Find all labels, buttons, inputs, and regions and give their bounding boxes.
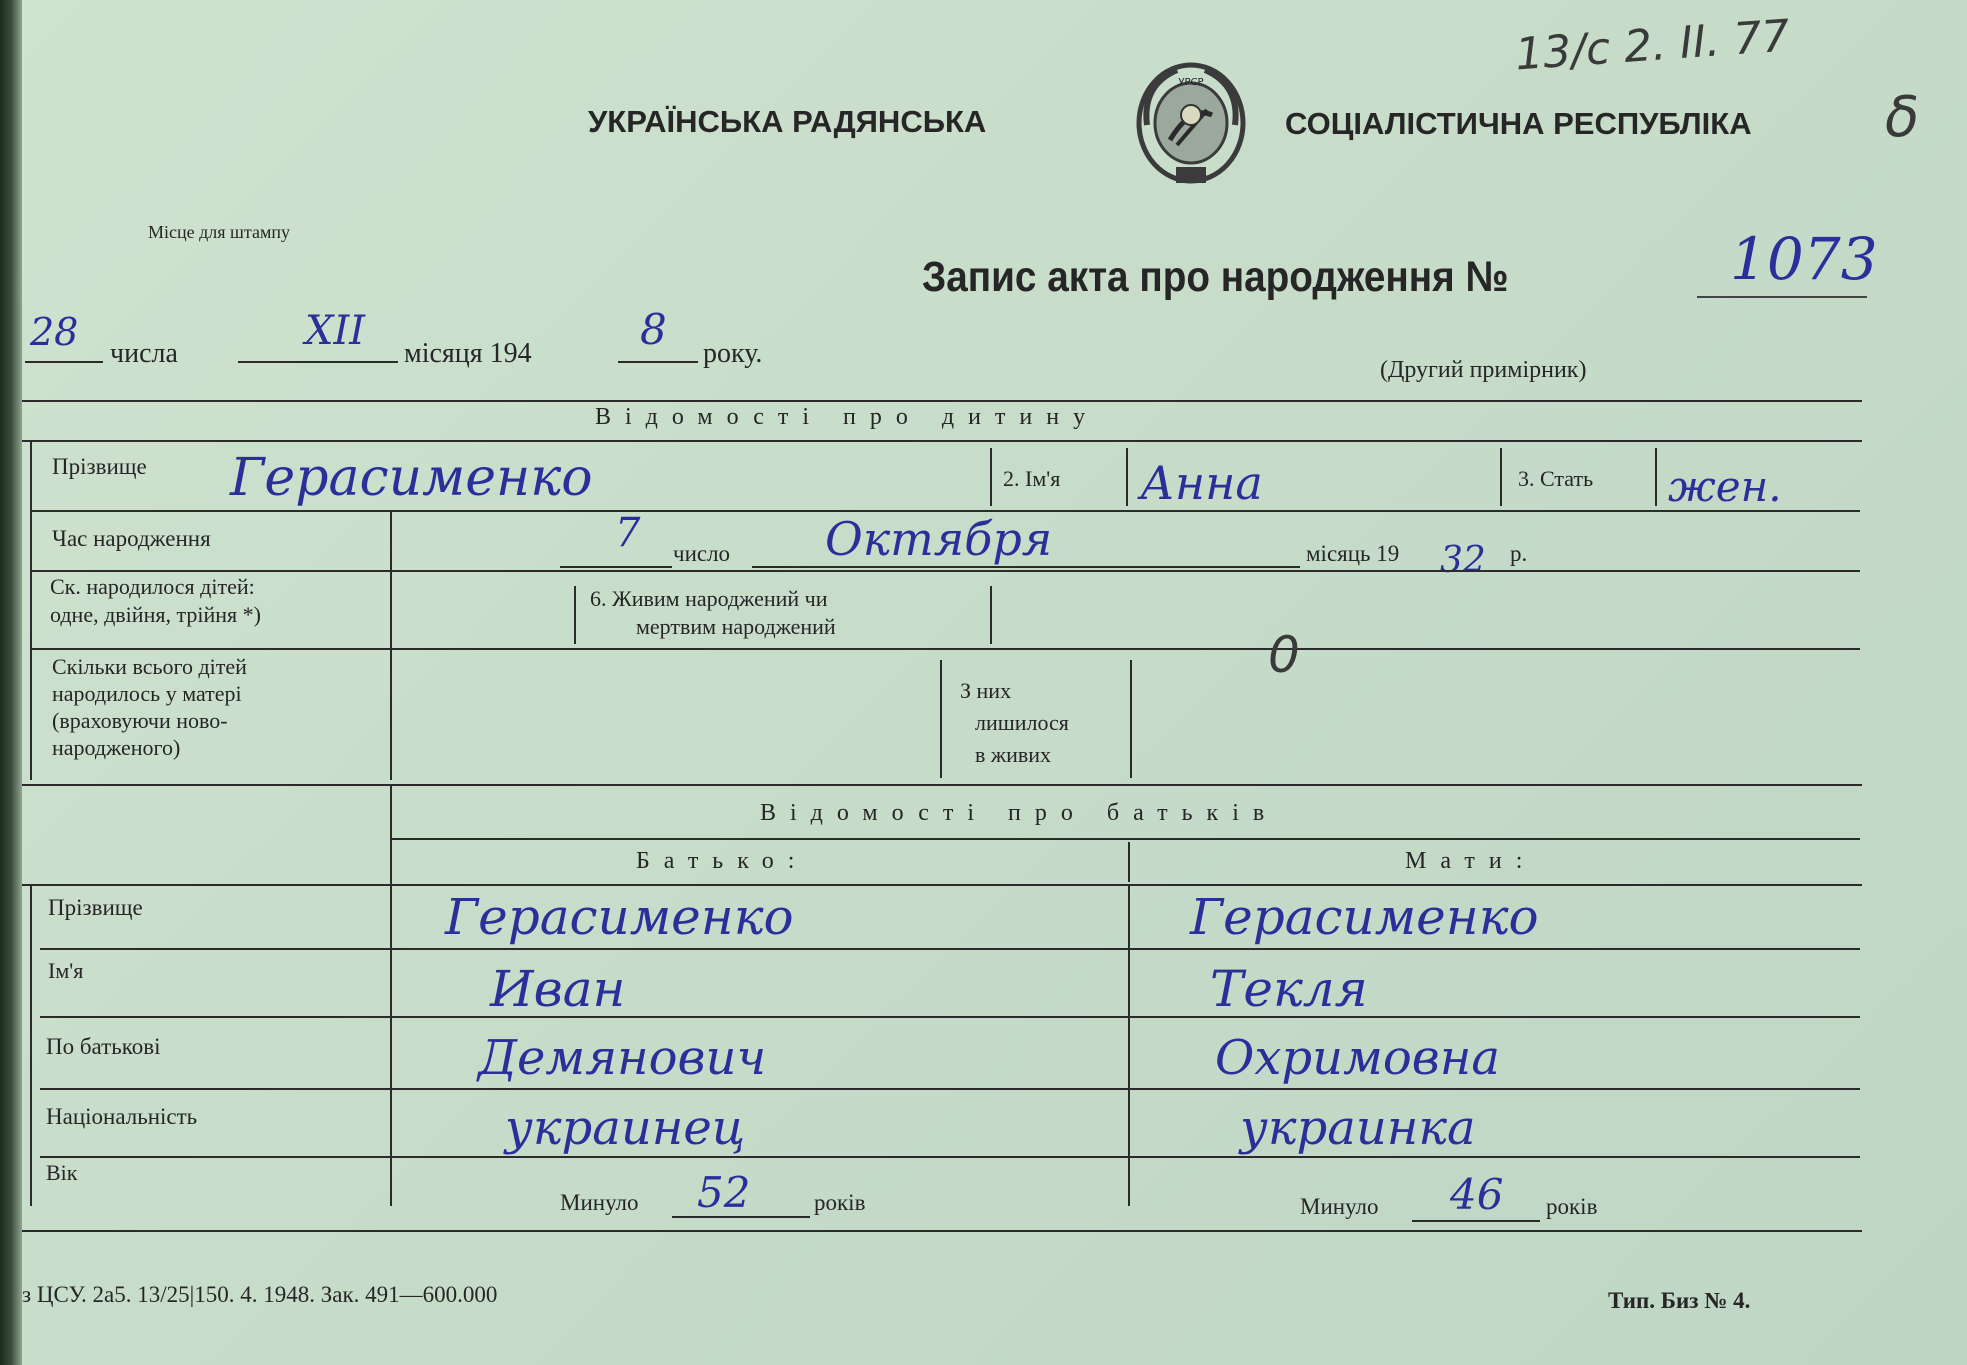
child-sex-value: жен. xyxy=(1668,462,1782,511)
alive-of-1: З них xyxy=(960,678,1012,703)
father-age-suffix: років xyxy=(814,1190,866,1215)
coat-of-arms-emblem xyxy=(1132,55,1250,187)
mother-patronymic: Охримовна xyxy=(1215,1030,1500,1086)
alive-of-3: в живих xyxy=(975,742,1052,767)
book-binding xyxy=(0,0,22,1365)
parent-nationality-label: Національність xyxy=(46,1104,198,1129)
child-name-value: Анна xyxy=(1140,456,1263,510)
total-label-2: народилось у матері xyxy=(52,681,242,706)
total-label-4: народженого) xyxy=(52,735,181,760)
father-surname: Герасименко xyxy=(445,888,794,946)
alive-label-1: 6. Живим народжений чи xyxy=(590,586,828,611)
child-section-title: Відомості про дитину xyxy=(595,404,1100,430)
alive-label-2: мертвим народжений xyxy=(636,614,836,639)
mother-age-suffix: років xyxy=(1546,1194,1598,1219)
date-day-label: числа xyxy=(110,338,178,369)
father-header: Батько: xyxy=(636,848,809,874)
date-day: 28 xyxy=(30,310,79,354)
footer-right: Тип. Биз № 4. xyxy=(1608,1288,1751,1313)
birth-day: 7 xyxy=(615,510,641,556)
archive-mark: δ xyxy=(1885,85,1920,150)
parent-patronymic-label: По батькові xyxy=(46,1034,161,1059)
record-number: 1073 xyxy=(1730,225,1878,293)
header-left: УКРАЇНСЬКА РАДЯНСЬКА xyxy=(588,104,987,139)
mother-name: Текля xyxy=(1210,960,1368,1018)
birth-month-word: місяць 19 xyxy=(1306,541,1400,566)
parent-age-label: Вік xyxy=(46,1160,78,1185)
mother-header: Мати: xyxy=(1405,848,1537,874)
father-patronymic: Демянович xyxy=(478,1030,767,1086)
count-label-2: одне, двійня, трійня *) xyxy=(50,602,261,627)
stamp-place-label: Місце для штампу xyxy=(148,222,290,242)
emblem-text: УРСР xyxy=(1178,77,1204,88)
record-title: Запис акта про народження № xyxy=(922,253,1509,301)
child-sex-label: 3. Стать xyxy=(1518,466,1594,491)
date-year-label: року. xyxy=(703,338,763,369)
father-nationality: украинец xyxy=(505,1100,746,1156)
mother-age: 46 xyxy=(1450,1170,1504,1219)
header-right: СОЦІАЛІСТИЧНА РЕСПУБЛІКА xyxy=(1285,106,1752,141)
birth-day-word: число xyxy=(673,541,731,566)
parents-section-title: Відомості про батьків xyxy=(760,800,1279,826)
father-age: 52 xyxy=(697,1168,751,1217)
date-month-label: місяця 194 xyxy=(404,338,532,369)
total-label-3: (враховуючи ново- xyxy=(52,708,228,733)
parent-name-label: Ім'я xyxy=(48,958,84,983)
birth-time-label: Час народження xyxy=(52,526,211,551)
archive-note: 13/с 2. ІІ. 77 xyxy=(1513,10,1792,81)
pencil-mark: 0 xyxy=(1268,626,1300,684)
child-surname-label: Прізвище xyxy=(52,454,147,479)
mother-surname: Герасименко xyxy=(1190,888,1539,946)
date-month: XII xyxy=(305,308,366,354)
father-age-prefix: Минуло xyxy=(560,1190,639,1215)
mother-nationality: украинка xyxy=(1240,1100,1476,1156)
birth-year-word: р. xyxy=(1510,541,1528,566)
total-label-1: Скільки всього дітей xyxy=(52,654,247,679)
alive-of-2: лишилося xyxy=(975,710,1069,735)
parent-surname-label: Прізвище xyxy=(48,895,143,920)
child-name-label: 2. Ім'я xyxy=(1003,466,1061,491)
footer-left: з ЦСУ. 2а5. 13/25|150. 4. 1948. Зак. 491—600.000 xyxy=(22,1282,498,1307)
birth-month: Октября xyxy=(825,512,1053,566)
father-name: Иван xyxy=(490,960,626,1018)
copy-note: (Другий примірник) xyxy=(1380,357,1587,383)
count-label-1: Ск. народилося дітей: xyxy=(50,574,255,599)
child-surname-value: Герасименко xyxy=(230,448,593,508)
date-year-digit: 8 xyxy=(640,305,667,354)
birth-year: 32 xyxy=(1440,540,1486,581)
mother-age-prefix: Минуло xyxy=(1300,1194,1379,1219)
